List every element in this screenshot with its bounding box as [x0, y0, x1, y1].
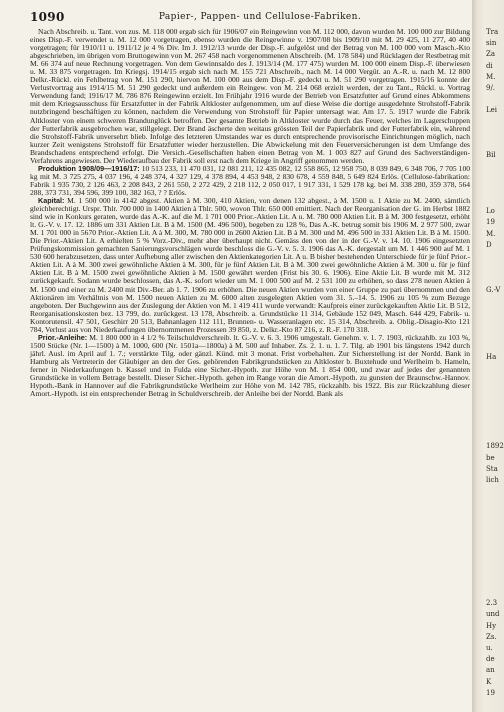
adjacent-page-fragment: Bil — [486, 151, 496, 160]
adjacent-page-fragment: G.-V — [486, 285, 501, 294]
adjacent-page-fragment: 1892 — [486, 442, 504, 451]
paragraph-text: 10 513 233, 11 470 031, 12 081 211, 12 435 082, 12 558 865, 12 958 750, 8 039 849, 6 348 706, 7 705 100 kg mit M. 3 725 275, 4 037 196, 4 248 374, 4 327 129, 4 378 894, 4 453 948, 2 830 678, 4 559 848, 5 649 824 Erlös. (Cellulose-fabrikation: Fabrik 1 935 730, 2 126 463, 2 208 843, 2 261 550, 2 272 429, 2 218 112, 2 050 017, 1 917 331, 1 529 178 kg. bei M. 338 280, 359 378, 564 288, 373 731, 394 596, 399 100, 382 163, ? ? Erlös. — [30, 163, 470, 197]
adjacent-page-fragment: an — [486, 666, 495, 675]
adjacent-page-fragment: Tra — [486, 28, 499, 36]
adjacent-page-fragment: Sta — [486, 464, 498, 473]
paragraph-text: Nach Abschreib. u. Tant. von zus. M. 118 000 ergab sich für 1906/07 ein Reingewinn von M. 112 000, davon wurden M. 100 000 zur Bildung eines Disp.-F. verwendet u. M. 12 000 vorgetragen, ebenso wurden die Reingewinne v. 1907/08 bis 1909/10 mit M. 29 425, 11 277, 40 400 vorgetragen; für 1910/11 u. 1911/12 je 4 % Div. Im J. 1912/13 wurde der Disp.-F. aufgelöst und der Betrag von M. 100 000 vom Masch.-Kto abgeschrieben, im übrigen vom Bruttogewinn von M. 267 458 nach vorgenommenen Abschreib. (M. 178 584) und Rücklagen der Restbetrag mit M. 66 374 auf neue Rechnung vorgetragen. Von dem Gewinnsaldo des J. 1913/14 (M. 177 475) wurden M. 100 000 einem Disp.-F. überwiesen u. M. 33 875 vorgetragen. Im Kriegsj. 1914/15 ergab sich nach M. 155 721 Abschreib., nach M. 14 000 Vergüt. an A.-R. u. nach M. 12 800 Delkr.-Rückl. ein Fehlbetrag von M. 151 290, hiervon M. 100 000 aus dem Disp.-F. gedeckt u. M. 51 290 vorgetragen. 1915/16 konnte der Verlustvortrag aus 1914/15 M. 51 290 gedeckt und außerdem ein Reingew. von M. 214 068 erzielt werden, der zu Tant., Rückl. u. Vortrag Verwendung fand; 1916/17 M. 786 876 Reingewinn erzielt. Im Frühjahr 1916 wurde der Betrieb von Ersatzfutter auf Grund eines Abkommens mit dem Kriegsausschuss für Ersatzfutter in der Fabrik Altkloster aufgenommen, um auf diese Weise die dortige ausgedehnte Strohstoff-Fabrik nutzbringend beschäftigen zu können, nachdem die Verwendung von Strohstoff für Papier untersagt war. Am 17. 5. 1917 wurde die Fabrik Altkloster von einem schweren Brandunglück betroffen. Der gesamte Betrieb in Altkloster wurde durch das Feuer, welches im Lagerschuppen der Futterfabrik ausgebrochen war, stillgelegt. Der Brand äscherte den weitaus grössten Teil der Papierfabrik und der Futterfabrik ein, während die Strohstoff-Fabrik unversehrt blieb. Infolge des letzteren Umstandes war es durch entsprechende provisorische Einrichtungen möglich, nach kurzer Zeit wenigstens Strohstoff für Ersatzfutter wieder herzustellen. Die Abwickelung mit den Feuerversicherungen ist dem Umfange des Brandschadens entsprechend erfolgt. Die Versich.-Gesellschaften haben einen Betrag von M. 1 003 827 auf Grund des Sachverständigen-Verfahrens angewiesen. Der Wiederaufbau der Fabrik soll erst nach dem Kriege in Angriff genommen werden. — [30, 27, 470, 165]
paragraph-production — [30, 165, 470, 197]
adjacent-page-fragment: de — [486, 655, 495, 664]
paragraph-capital — [30, 197, 470, 334]
adjacent-page-fragment: 2.3 — [486, 599, 498, 608]
adjacent-page-fragment: di — [486, 61, 493, 70]
adjacent-page-fragment: Za — [486, 50, 496, 59]
adjacent-page-fragment: Lei — [486, 106, 498, 115]
adjacent-page-fragment: Hy — [486, 621, 497, 630]
section-heading: Kapital: — [38, 195, 65, 205]
adjacent-page-fragment: Zs. — [486, 632, 497, 641]
paragraph-loan — [30, 334, 470, 398]
adjacent-page-fragment: M. — [486, 229, 496, 238]
running-title: Papier-, Pappen- und Cellulose-Fabriken. — [158, 12, 362, 22]
adjacent-page-fragment: 19 — [486, 688, 495, 697]
body-text — [30, 28, 470, 398]
adjacent-page-fragment: Ha — [486, 352, 497, 361]
paragraph-text: M. 1 500 000 in 4142 abgest. Aktien à M. 300, 410 Aktien, von denen 132 abgest., à M. 1500 u. 1 Aktie zu M. 2400, sämtlich gleichberechtigt. Urspr. Thlr. 700 000 in 1400 Aktien à Thlr. 500, wovon Thlr. 650 000 emittiert. Nach der Reorganisation der G. im Herbst 1882 sind wie in Konkurs geraten, wurde das A.-K. auf die M. 1 701 000 Prior.-Aktien Lit. A u. M. 780 000 Aktien Lit. B à M. 300 festgesetzt, erhöht lt. G.-V. v. 17. 12. 1886 um 331 Aktien Lit. B à M. 1500 (M. 496 500), begeben zu 128 %, Das A.-K. betrug somit bis 1906 M. 2 977 500, zwar M. 1 701 000 in 5670 Prior.-Aktien Lit. A à M. 300, M. 780 000 in 2600 Aktien Lit. B à M. 300 und M. 496 500 in 331 Aktien Lit. B à M. 1500. Die Prior.-Aktien Lit. A erhielten 5 % Vorz.-Div., mehr aber überhaupt nicht. Gemäss den von der in der G.-V. v. 14. 10. 1906 eingesetzten Prüfungskommission gemachten Sanierungsvorschlägen wurde beschloss die G.-V. v. 5. 3. 1906 das A.-K. dergestalt um M. 1 446 900 auf M. 1 530 600 herabzusetzen, dass unter Aufhebung aller zwischen den Aktienkategorien Lit. A u. B bisher bestehenden Unterschiede für je fünf Prior.-Aktien Lit. A à M. 300 zwei gewöhnliche Aktien à M. 300, für je fünf Aktien Lit. B à M. 300 zwei gewöhnliche Aktien à M. 300 u. für je fünf Aktien Lit. B à M. 1500 zwei gewöhnliche Aktien à M. 1500 gewährt werden (Frist bis 30. 6. 1906). Eine Aktie Lit. B wurde mit M. 312 zurückgekauft. Sodann wurde beschlossen, das A.-K. sofort wieder um M. 1 000 500 auf M. 2 531 100 zu erhöhen, so dass 278 neuen Aktien à M. 1500 und einer zu M. 2400 mit Div.-Ber. ab 1. 7. 1906 zu erhöhen. Die neuen Aktien wurden von einer Gruppe zu pari übernommen und den Aktionären im Verhältnis von M. 1500 neuen Aktien zu M. 6000 alten zusgelegten Aktien vom 31. 5.–14. 5. 1906 zu 105 % zum Bezuge angeboten. Der Buchgewinn aus der Zuslegung der Aktien von M. 1 419 411 wurde verwandt: Kaufpreis einer zurückgekauften Aktie Lit. B 512, Reorganisationskosten bez. 13 799, do. zurückgest. 13 178, Abschreib. a. Grundstücke 11 314, Gebäude 152 049, Masch. 644 429, Fabrik- u. Kontorutensil. 47 501, Geschirr 20 513, Bahnanlagen 112 111, Brunnen- u. Wasseranlagen etc. 15 314, Abschreib. a. Oblig.-Disagio-Kto 121 784, Verlust aus von Niederkaufungen übernommenen Prozessen 39 850, z. Delkr.-Kto 87 216, z. R.-F. 170 318. — [30, 195, 470, 334]
adjacent-page-fragment: M. — [486, 72, 496, 81]
page-number: 1090 — [30, 10, 65, 24]
adjacent-page-fragment: sin — [486, 39, 497, 48]
adjacent-page-fragment: D — [486, 240, 492, 249]
section-heading: Prior.-Anleihe: — [38, 332, 88, 342]
adjacent-page-fragment: 9/. — [486, 84, 496, 92]
page-header — [30, 10, 470, 24]
section-heading: Produktion 1908/09—1916/17: — [38, 163, 140, 173]
paragraph-text: M. 1 800 000 in 4 1/2 % Teilschuldverschreib. lt. G.-V. v. 6. 3. 1906 umgestalt. Genehm. v. 1. 7. 1903, rückzahlb. zu 103 %, 1500 Stücke (Nr. 1—1500) à M. 1000, 600 (Nr. 1501a—1800a) à M. 500 auf Inhaber. Zs. 2. 1. u. 1. 7. Tilg. ab 1901 bis längstens 1942 durch jährl. Ausl. im April auf 1. 7.; verstärkte Tilg. oder gänzl. Künd. mit 3 monat. Frist vorbehalten. Zur Sicherstellung ist der Nordd. Bank in Hamburg als Vertreterin der Gläubiger an den der Ges. gehörenden Fabrikgrundstücken zu Altkloster b. Buxtehude und Werlheim b. Hameln, ferner in Niederkaufungen b. Kassel und in Fulda eine Sicher.-Hypoth. zur Höhe von M. 1 854 000, und zwar auf jedes der genannten Grundstücke in vollem Betrage bestellt. Dieser Sicher.-Hypoth. gehen im Range voran die Amort.-Hypoth. zu gunsten der Braunschw.-Hannov. Hypoth.-Bank in Hannover auf die Fabrikgrundstücke Werlheim zur Höhe von M. 142 785, rückzahlb. bis 1922. Bis zur Rückzahlung dieser Amort.-Hypoth. ist ein entsprechender Betrag in Schuldverschreib. der Anleihe bei der Nordd. Bank als — [30, 332, 470, 399]
adjacent-page-fragment: 19 — [486, 218, 495, 227]
paragraph-history — [30, 28, 470, 165]
adjacent-page-fragment: lich — [486, 476, 499, 484]
adjacent-page-fragment: Lo — [486, 207, 495, 216]
adjacent-page-fragment: be — [486, 453, 495, 462]
adjacent-page-fragment: u. — [486, 644, 493, 652]
adjacent-page-fragment: K — [486, 677, 492, 686]
adjacent-page-fragment: und — [486, 610, 500, 619]
adjacent-page-edge — [472, 0, 504, 712]
